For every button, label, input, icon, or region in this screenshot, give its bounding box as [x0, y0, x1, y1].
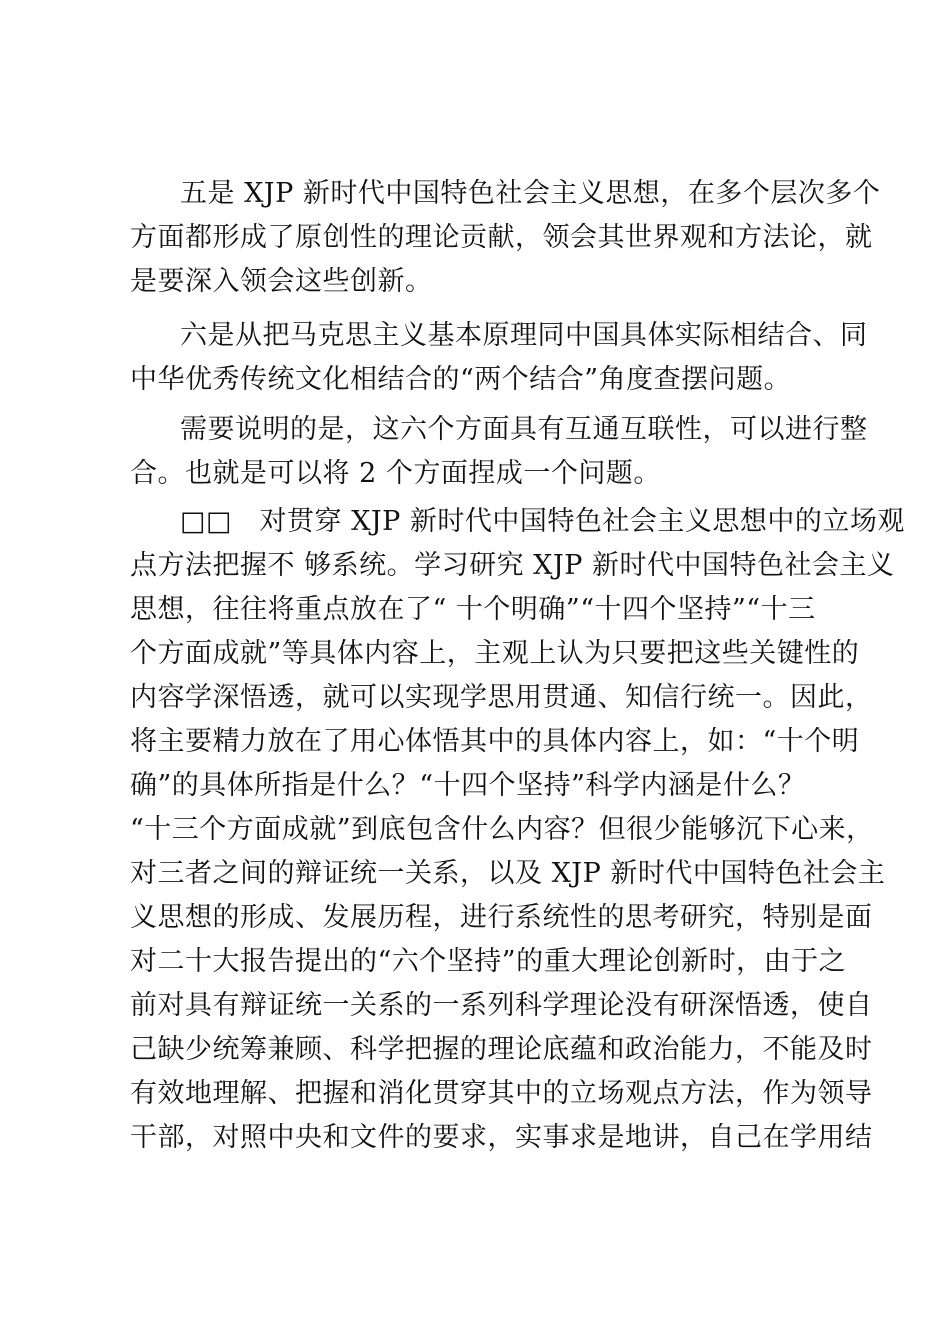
note-paragraph-line-2: 合。也就是可以将 2 个方面捏成一个问题。: [130, 458, 661, 489]
issue-paragraph-line-12: 前对具有辩证统一关系的一系列科学理论没有研深悟透，使自: [130, 990, 873, 1021]
paragraph-5-line-3: 是要深入领会这些创新。: [130, 266, 433, 297]
issue-paragraph-line-2: 点方法把握不 够系统。学习研究 XJP 新时代中国特色社会主义: [130, 550, 895, 581]
paragraph-6-line-1: 六是从把马克思主义基本原理同中国具体实际相结合、同: [180, 320, 868, 351]
paragraph-6-line-2: 中华优秀传统文化相结合的“两个结合”角度查摆问题。: [130, 364, 792, 395]
issue-paragraph-line-13: 己缺少统筹兼顾、科学把握的理论底蕴和政治能力，不能及时: [130, 1034, 873, 1065]
issue-paragraph-line-9: 对三者之间的辩证统一关系，以及 XJP 新时代中国特色社会主: [130, 858, 886, 889]
issue-paragraph-line-5: 内容学深悟透，就可以实现学思用贯通、知信行统一。因此，: [130, 682, 873, 713]
issue-paragraph-line-8: “十三个方面成就”到底包含什么内容？但很少能够沉下心来，: [130, 814, 874, 845]
paragraph-5-line-1: 五是 XJP 新时代中国特色社会主义思想，在多个层次多个: [180, 178, 881, 209]
issue-paragraph-line-15: 干部，对照中央和文件的要求，实事求是地讲，自己在学用结: [130, 1122, 873, 1153]
issue-paragraph-line-14: 有效地理解、把握和消化贯穿其中的立场观点方法，作为领导: [130, 1078, 873, 1109]
issue-paragraph-line-7: 确”的具体所指是什么？“十四个坚持”科学内涵是什么？: [130, 770, 806, 801]
issue-paragraph-line-3: 思想，往往将重点放在了“ 十个明确”“十四个坚持”“十三: [130, 594, 816, 625]
issue-paragraph-line-1: □□ 对贯穿 XJP 新时代中国特色社会主义思想中的立场观: [180, 506, 905, 537]
issue-paragraph-line-10: 义思想的形成、发展历程，进行系统性的思考研究，特别是面: [130, 902, 873, 933]
issue-paragraph-line-11: 对二十大报告提出的“六个坚持”的重大理论创新时，由于之: [130, 946, 847, 977]
note-paragraph-line-1: 需要说明的是，这六个方面具有互通互联性，可以进行整: [180, 414, 868, 445]
issue-paragraph-line-6: 将主要精力放在了用心体悟其中的具体内容上，如：“十个明: [130, 726, 860, 757]
issue-paragraph-line-4: 个方面成就”等具体内容上，主观上认为只要把这些关键性的: [130, 638, 860, 669]
paragraph-5-line-2: 方面都形成了原创性的理论贡献，领会其世界观和方法论，就: [130, 222, 873, 253]
